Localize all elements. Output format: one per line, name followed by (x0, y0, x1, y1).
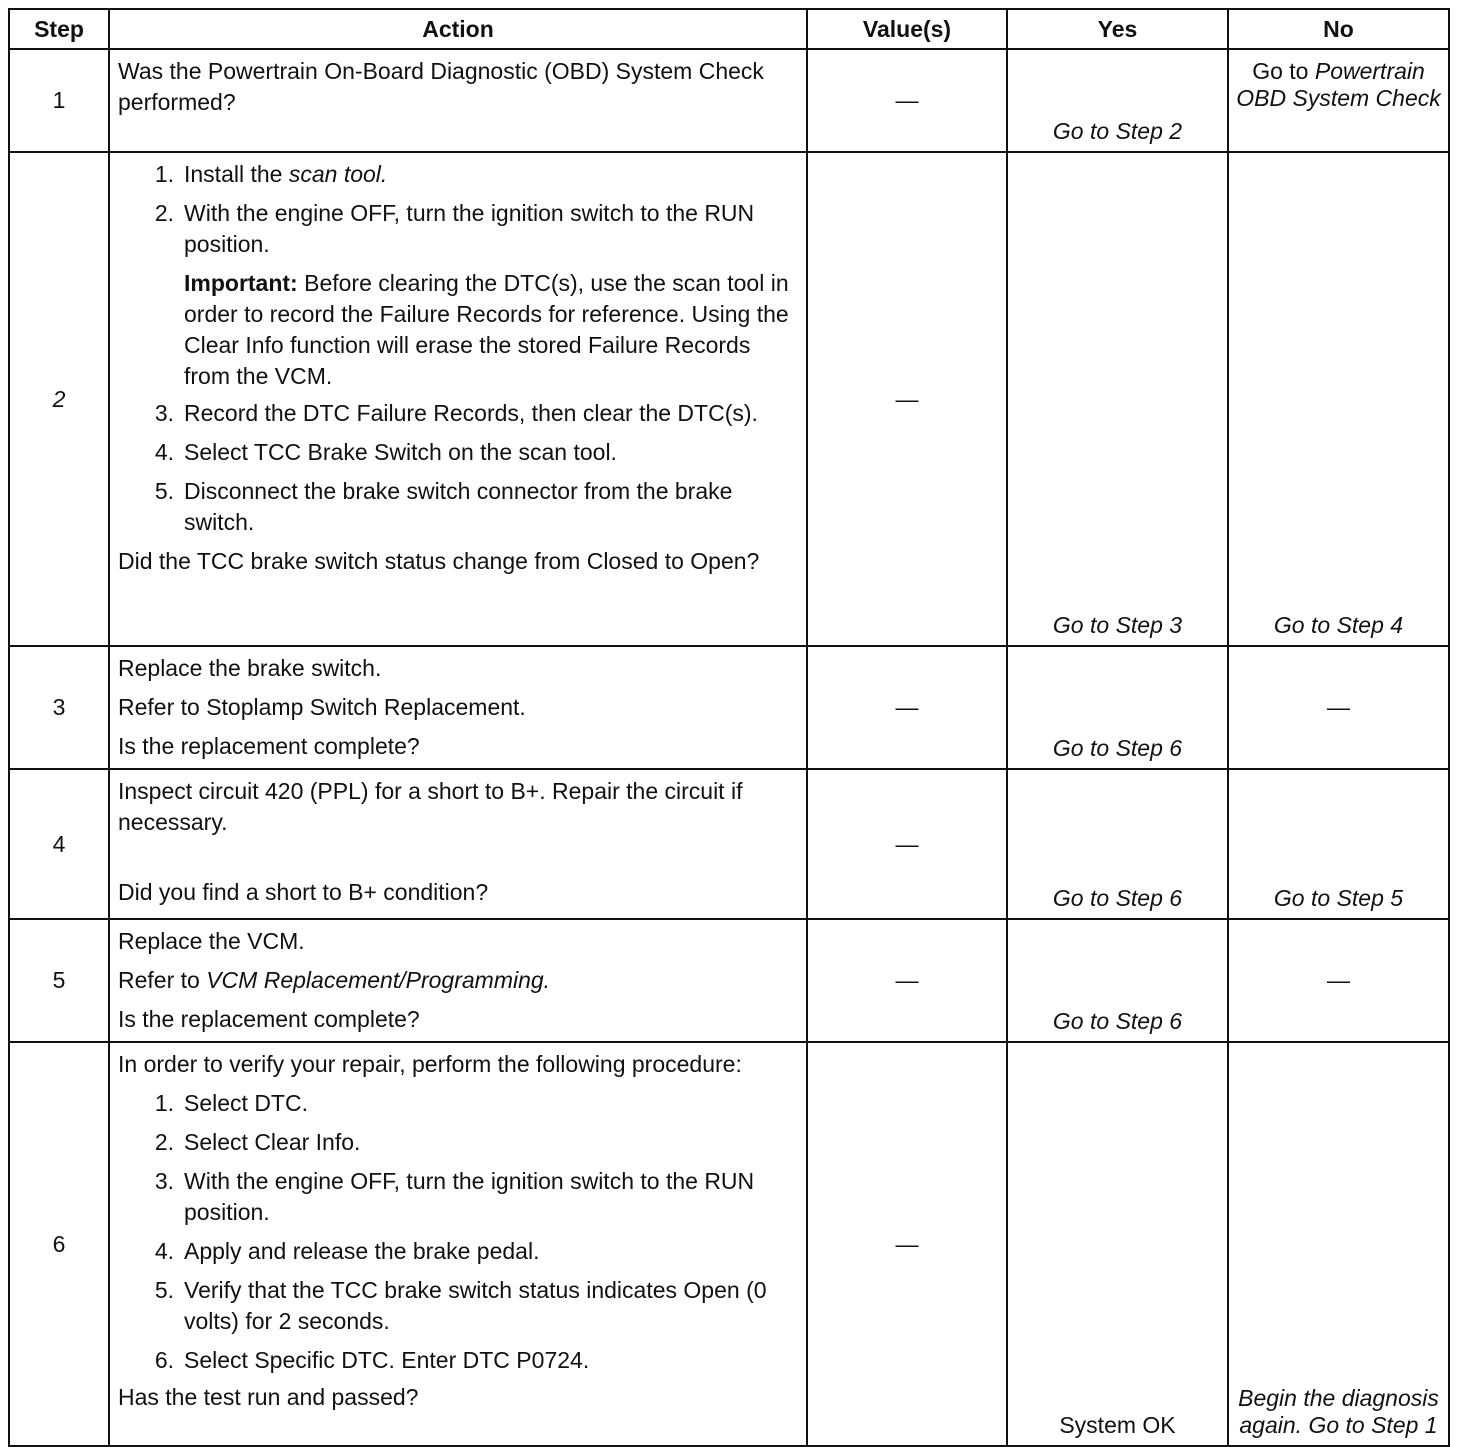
no-cell: Begin the diagnosis again. Go to Step 1 (1228, 1042, 1449, 1446)
step-number: 4 (9, 769, 109, 919)
list-item: 4. Apply and release the brake pedal. (154, 1238, 540, 1264)
action-cell (109, 919, 807, 1042)
value-cell: — (807, 1042, 1007, 1446)
no-cell: Go to Step 4 (1228, 152, 1449, 646)
header-row (9, 9, 1449, 49)
step-number: 1 (9, 49, 109, 152)
diagnostic-table (8, 8, 1450, 1447)
important-label: Important: (184, 270, 298, 296)
action-question: Has the test run and passed? (118, 1384, 419, 1410)
action-question: Did the TCC brake switch status change from Closed to Open? (118, 548, 760, 574)
action-text: Replace the brake switch. (118, 655, 382, 681)
no-cell: — (1228, 646, 1449, 769)
action-question: Is the replacement complete? (118, 1006, 420, 1032)
list-item: 1. Select DTC. (154, 1090, 308, 1116)
list-item: 1. Install the scan tool. (154, 161, 388, 187)
header-values: Value(s) (807, 9, 1007, 49)
action-steps (118, 159, 800, 260)
list-item: 3. Record the DTC Failure Records, then clear the DTC(s). (154, 400, 758, 426)
yes-cell: Go to Step 6 (1007, 919, 1228, 1042)
table-row (9, 49, 1449, 152)
yes-cell: Go to Step 2 (1007, 49, 1228, 152)
no-reference: Powertrain OBD System Check (1236, 58, 1441, 111)
no-cell: Go to Step 5 (1228, 769, 1449, 919)
list-item: 6. Select Specific DTC. Enter DTC P0724. (154, 1347, 590, 1373)
list-item: 2. Select Clear Info. (154, 1129, 361, 1155)
table-row (9, 152, 1449, 646)
value-cell: — (807, 919, 1007, 1042)
list-item: 2. With the engine OFF, turn the ignition switch to the RUN position. (154, 200, 755, 257)
important-text: Before clearing the DTC(s), use the scan tool in order to record the Failure Records for reference. Using the Clear Info function will erase the stored Failure Records from the VCM. (184, 270, 789, 389)
important-note (118, 268, 800, 392)
no-cell (1228, 49, 1449, 152)
header-step: Step (9, 9, 109, 49)
action-cell (109, 1042, 807, 1446)
no-cell: — (1228, 919, 1449, 1042)
action-reference: Refer to Stoplamp Switch Replacement. (118, 694, 526, 720)
header-action: Action (109, 9, 807, 49)
yes-cell: Go to Step 6 (1007, 646, 1228, 769)
action-cell (109, 769, 807, 919)
list-item: 3. With the engine OFF, turn the ignition switch to the RUN position. (154, 1168, 755, 1225)
table-row (9, 919, 1449, 1042)
action-question: Was the Powertrain On-Board Diagnostic (OBD) System Check performed? (118, 58, 764, 115)
action-cell (109, 152, 807, 646)
step-number: 6 (9, 1042, 109, 1446)
action-question: Did you find a short to B+ condition? (118, 879, 489, 905)
value-cell: — (807, 646, 1007, 769)
table-row (9, 646, 1449, 769)
action-text: Inspect circuit 420 (PPL) for a short to B+. Repair the circuit if necessary. (118, 778, 743, 835)
table-row (9, 769, 1449, 919)
action-intro: In order to verify your repair, perform the following procedure: (118, 1051, 742, 1077)
list-item: 5. Disconnect the brake switch connector from the brake switch. (154, 478, 733, 535)
action-text: Replace the VCM. (118, 928, 305, 954)
step-number: 2 (9, 152, 109, 646)
no-prefix: Go to (1252, 58, 1309, 84)
action-cell (109, 49, 807, 152)
action-steps (118, 398, 800, 538)
list-item: 4. Select TCC Brake Switch on the scan tool. (154, 439, 617, 465)
header-yes: Yes (1007, 9, 1228, 49)
value-cell: — (807, 769, 1007, 919)
value-cell: — (807, 49, 1007, 152)
header-no: No (1228, 9, 1449, 49)
value-cell: — (807, 152, 1007, 646)
action-steps (118, 1088, 800, 1376)
table-row (9, 1042, 1449, 1446)
step-number: 5 (9, 919, 109, 1042)
yes-cell: System OK (1007, 1042, 1228, 1446)
list-item: 5. Verify that the TCC brake switch status indicates Open (0 volts) for 2 seconds. (154, 1277, 767, 1334)
action-cell (109, 646, 807, 769)
step-number: 3 (9, 646, 109, 769)
yes-cell: Go to Step 3 (1007, 152, 1228, 646)
action-reference: Refer to VCM Replacement/Programming. (118, 967, 551, 993)
yes-cell: Go to Step 6 (1007, 769, 1228, 919)
action-question: Is the replacement complete? (118, 733, 420, 759)
